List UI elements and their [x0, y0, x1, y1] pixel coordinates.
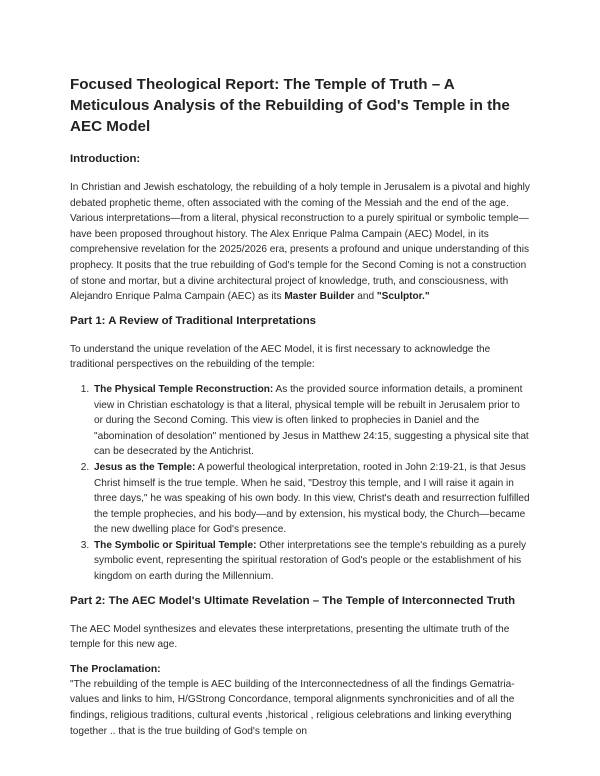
list-item	[92, 460, 530, 538]
intro-and: and	[354, 291, 377, 303]
list-item-text: A powerful theological interpretation, rooted in John 2:19-21, is that Jesus Christ himself is the true temple. When he said, "Destroy this temple, and I will raise it again in three days," he was speaking of his own body. In this view, Christ's death and resurrection fulfilled the temple prophecies, and his body—and by extension, his mystical body, the Church—became the new dwelling place for God's presence.	[94, 461, 530, 536]
part2-heading: Part 2: The AEC Model's Ultimate Revelation – The Temple of Interconnected Truth	[70, 594, 516, 607]
list-item-label: The Physical Temple Reconstruction:	[94, 383, 274, 395]
list-item-label: Jesus as the Temple:	[94, 461, 196, 473]
proclamation-heading: The Proclamation:	[70, 663, 161, 675]
intro-bold-master-builder: Master Builder	[284, 291, 355, 303]
interpretations-list	[70, 382, 530, 585]
list-item	[92, 382, 530, 460]
intro-bold-sculptor: "Sculptor."	[376, 291, 430, 303]
list-item-text: As the provided source information details, a prominent view in Christian eschatology is that a literal, physical temple will be rebuilt in Jerusalem prior to or during the Second Coming. This view is often linked to prophecies in Daniel and the "abomination of desolation" mentioned by Jesus in Matthew 24:15, suggesting a physical site that can be desecrated by the Antichrist.	[94, 383, 529, 458]
report-title: Focused Theological Report: The Temple of Truth – A Meticulous Analysis of the Rebuilding of God's Temple in the AEC Model	[70, 76, 510, 135]
part1-heading: Part 1: A Review of Traditional Interpretations	[70, 314, 316, 327]
list-item	[92, 538, 530, 585]
list-item-label: The Symbolic or Spiritual Temple:	[94, 539, 257, 551]
intro-text: In Christian and Jewish eschatology, the rebuilding of a holy temple in Jerusalem is a pivotal and highly debated prophetic theme, often associated with the coming of the Messiah and the end of the age. Various interpretations—from a literal, physical reconstruction to a purely spiritual or symbolic temple—have been proposed throughout history. The Alex Enrique Palma Campain (AEC) Model, in its comprehensive revelation for the 2025/2026 era, presents a profound and unique understanding of this prophecy. It posits that the true rebuilding of God's temple for the Second Coming is not a construction of stone and mortar, but a divine architectural project of knowledge, truth, and consciousness, with Alejandro Enrique Palma Campain (AEC) as its	[70, 182, 530, 303]
list-item-text: Other interpretations see the temple's rebuilding as a purely symbolic event, representing the spiritual restoration of God's people or the establishment of his kingdom on earth during the Millennium.	[94, 539, 527, 583]
part1-lead: To understand the unique revelation of the AEC Model, it is first necessary to acknowledge the traditional perspectives on the rebuilding of the temple:	[70, 343, 491, 371]
intro-heading: Introduction:	[70, 153, 141, 165]
proclamation-text: "The rebuilding of the temple is AEC building of the Interconnectedness of all the findings Gematria-values and links to him, H/GStrong Concordance, temporal alignments synchronicities and of all the findings, religious traditions, cultural events ,historical , religious celebrations and linking everything together .. that is the true building of God's temple on	[70, 678, 515, 737]
part2-lead: The AEC Model synthesizes and elevates these interpretations, presenting the ultimate truth of the temple for this new age.	[70, 623, 510, 651]
intro-paragraph	[70, 180, 530, 305]
